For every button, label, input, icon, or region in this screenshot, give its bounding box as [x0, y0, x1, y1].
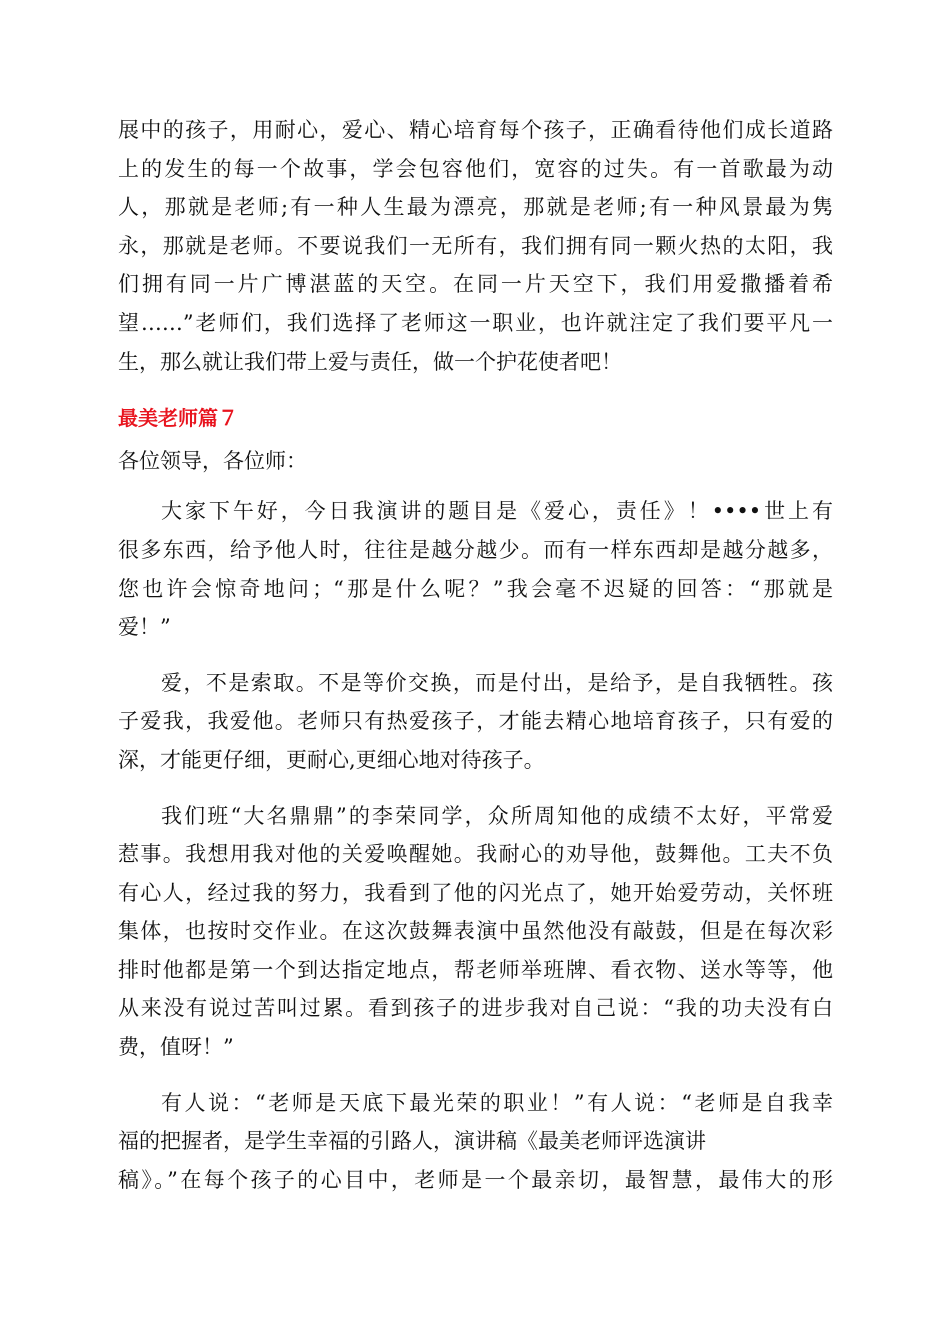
- text-line: 稿》。”在每个孩子的心目中，老师是一个最亲切，最智慧，最伟大的形: [118, 1167, 833, 1192]
- text-line: 人，那就是老师;有一种人生最为漂亮，那就是老师;有一种风景最为隽: [118, 195, 833, 220]
- text-line: 各位领导，各位师：: [118, 448, 307, 473]
- text-line: 费，值呀！”: [118, 1035, 234, 1060]
- text-line: 生，那么就让我们带上爱与责任，做一个护花使者吧！: [118, 349, 622, 374]
- text-line: 福的把握者，是学生幸福的引路人，演讲稿《最美老师评选演讲: [118, 1129, 706, 1154]
- paragraph: [118, 492, 833, 646]
- salutation: [118, 442, 833, 481]
- paragraph: [118, 664, 833, 780]
- text-line: 您也许会惊奇地问；“那是什么呢？”我会毫不迟疑的回答：“那就是: [118, 576, 833, 601]
- paragraph-continuation: [118, 111, 833, 381]
- text-line: 爱，不是索取。不是等价交换，而是付出，是给予，是自我牺牲。孩: [161, 670, 833, 695]
- text-line: 排时他都是第一个到达指定地点，帮老师举班牌、看衣物、送水等等，他: [118, 957, 833, 982]
- text-line: 我们班“大名鼎鼎”的李荣同学，众所周知他的成绩不太好，平常爱: [161, 803, 833, 828]
- text-line: 有人说：“老师是天底下最光荣的职业！”有人说：“老师是自我幸: [161, 1090, 833, 1115]
- text-line: 集体，也按时交作业。在这次鼓舞表演中虽然他没有敲鼓，但是在每次彩: [118, 919, 833, 944]
- text-line: 从来没有说过苦叫过累。看到孩子的进步我对自己说：“我的功夫没有白: [118, 996, 833, 1021]
- text-line: 深，才能更仔细，更耐心,更细心地对待孩子。: [118, 747, 545, 772]
- text-line: 们拥有同一片广博湛蓝的天空。在同一片天空下，我们用爱撒播着希: [118, 272, 833, 297]
- paragraph: [118, 797, 833, 1067]
- text-line: 永，那就是老师。不要说我们一无所有，我们拥有同一颗火热的太阳，我: [118, 233, 833, 258]
- section-heading: 最美老师篇７: [118, 406, 238, 431]
- paragraph: [118, 1084, 833, 1200]
- text-line: 望……”老师们，我们选择了老师这一职业，也许就注定了我们要平凡一: [118, 310, 833, 335]
- text-line: 展中的孩子，用耐心，爱心、精心培育每个孩子，正确看待他们成长道路: [118, 118, 833, 142]
- text-line: 爱！”: [118, 615, 171, 640]
- text-line: 大家下午好，今日我演讲的题目是《爱心，责任》！••••世上有: [161, 499, 833, 524]
- text-line: 有心人，经过我的努力，我看到了他的闪光点了，她开始爱劳动，关怀班: [118, 880, 833, 905]
- text-line: 惹事。我想用我对他的关爱唤醒她。我耐心的劝导他，鼓舞他。工夫不负: [118, 842, 833, 867]
- text-line: 子爱我，我爱他。老师只有热爱孩子，才能去精心地培育孩子，只有爱的: [118, 709, 833, 734]
- text-line: 上的发生的每一个故事，学会包容他们，宽容的过失。有一首歌最为动: [118, 156, 833, 181]
- document-page: [118, 111, 833, 1199]
- text-line: 很多东西，给予他人时，往往是越分越少。而有一样东西却是越分越多，: [118, 537, 833, 562]
